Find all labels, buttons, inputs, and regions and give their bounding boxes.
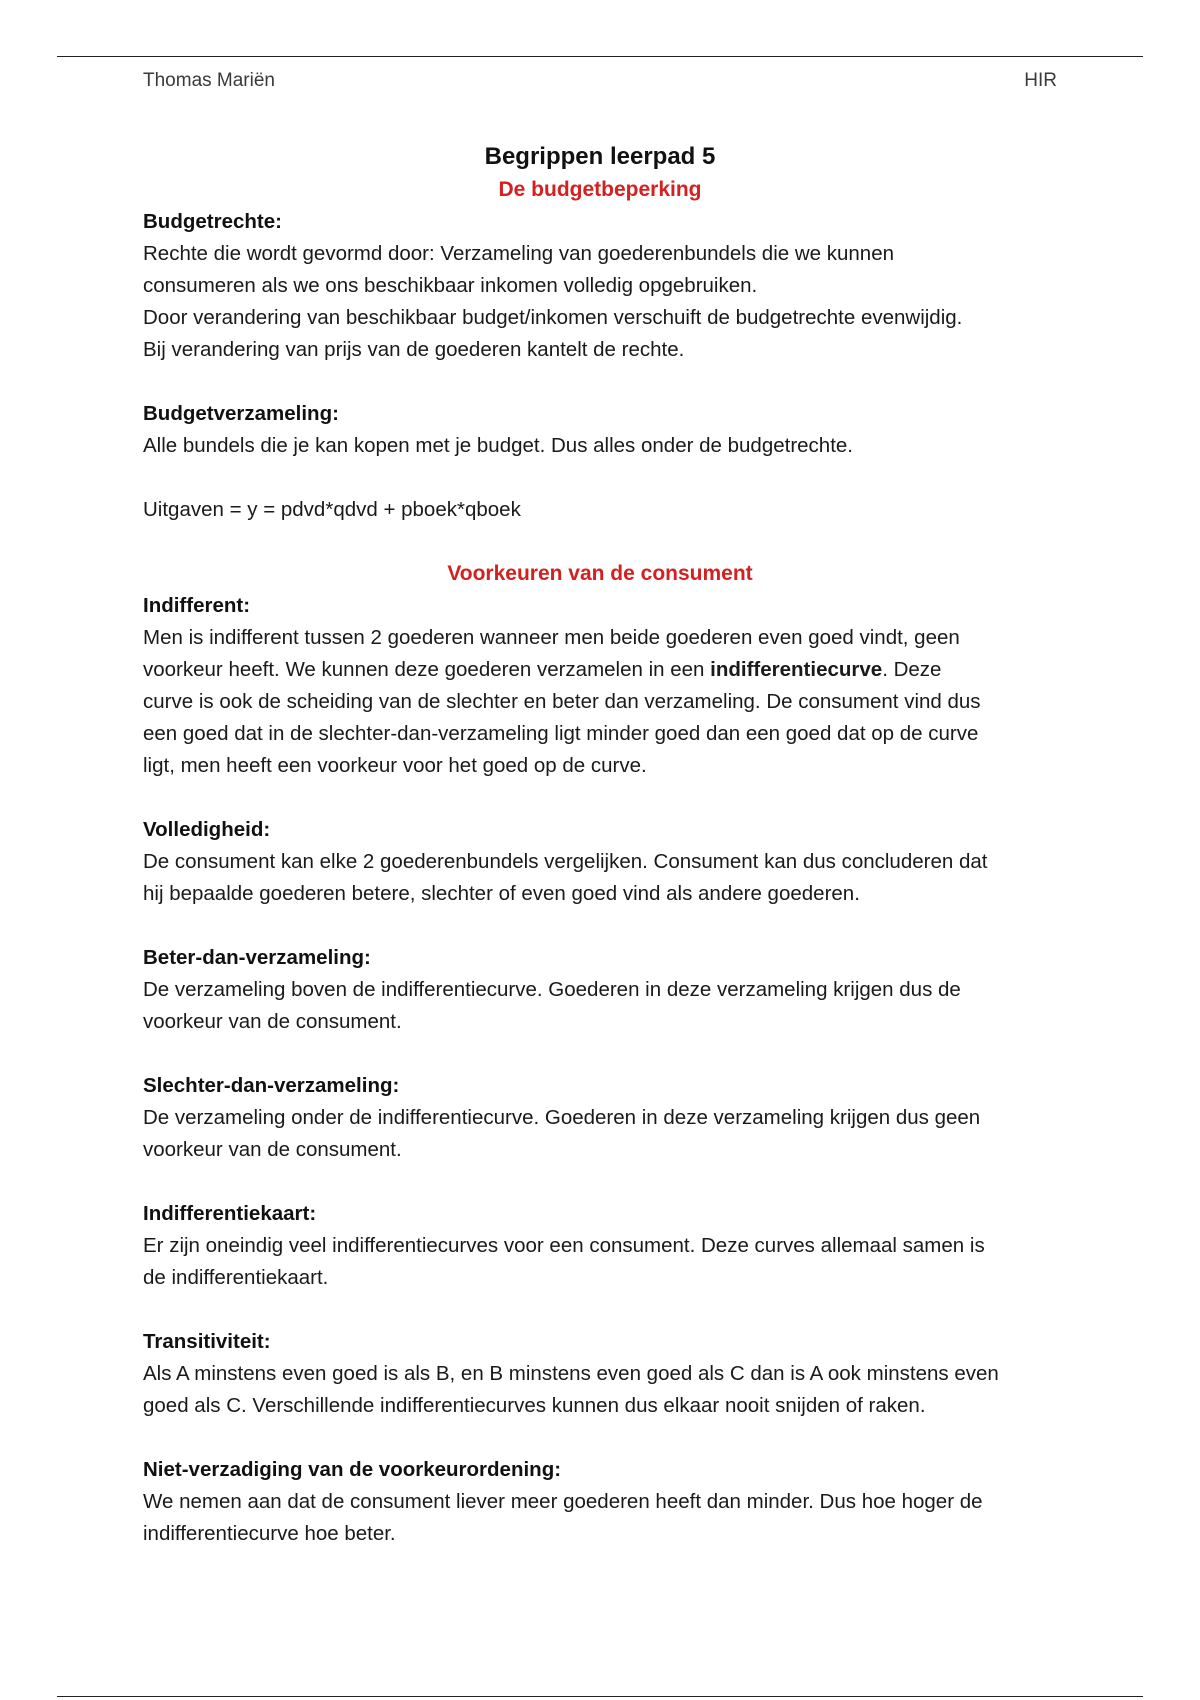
section-heading-voorkeuren: Voorkeuren van de consument bbox=[447, 562, 753, 585]
term-definition bbox=[143, 1230, 1057, 1294]
term-title: Indifferentiekaart: bbox=[143, 1202, 317, 1225]
term-definition bbox=[143, 1102, 1057, 1166]
emphasized-term: indifferentiecurve bbox=[710, 658, 883, 681]
term-definition bbox=[143, 846, 1057, 910]
definition-line: Alle bundels die je kan kopen met je budget. Dus alles onder de budgetrechte. bbox=[143, 434, 854, 457]
term-indifferentiekaart bbox=[143, 1198, 1057, 1294]
top-rule bbox=[57, 56, 1143, 57]
definition-line: Door verandering van beschikbaar budget/inkomen verschuift de budgetrechte evenwijdig. bbox=[143, 306, 963, 329]
term-indifferent bbox=[143, 590, 1057, 782]
term-definition bbox=[143, 974, 1057, 1038]
definition-line: een goed dat in de slechter-dan-verzameling ligt minder goed dan een goed dat op de curve bbox=[143, 722, 979, 745]
course-code: HIR bbox=[1024, 70, 1057, 91]
definition-line: De verzameling boven de indifferentiecurve. Goederen in deze verzameling krijgen dus de bbox=[143, 978, 961, 1001]
term-definition bbox=[143, 622, 1057, 782]
bottom-rule bbox=[57, 1696, 1143, 1697]
definition-line: Bij verandering van prijs van de goederen kantelt de rechte. bbox=[143, 338, 685, 361]
term-title: Slechter-dan-verzameling: bbox=[143, 1074, 400, 1097]
expenditure-formula: Uitgaven = y = pdvd*qdvd + pboek*qboek bbox=[143, 498, 521, 521]
term-title: Niet-verzadiging van de voorkeurordening: bbox=[143, 1458, 562, 1481]
term-budgetverzameling bbox=[143, 398, 1057, 462]
definition-line: voorkeur van de consument. bbox=[143, 1010, 402, 1033]
term-niet-verzadiging bbox=[143, 1454, 1057, 1550]
definition-line bbox=[143, 654, 1057, 686]
author-name: Thomas Mariën bbox=[143, 70, 275, 91]
definition-line: voorkeur van de consument. bbox=[143, 1138, 402, 1161]
definition-line: consumeren als we ons beschikbaar inkomen volledig opgebruiken. bbox=[143, 274, 758, 297]
term-slechter-dan-verzameling bbox=[143, 1070, 1057, 1166]
term-title: Indifferent: bbox=[143, 594, 251, 617]
definition-line: de indifferentiekaart. bbox=[143, 1266, 329, 1289]
term-title: Beter-dan-verzameling: bbox=[143, 946, 371, 969]
definition-text: voorkeur heeft. We kunnen deze goederen verzamelen in een bbox=[143, 658, 711, 681]
definition-line: goed als C. Verschillende indifferentiecurves kunnen dus elkaar nooit snijden of raken. bbox=[143, 1394, 926, 1417]
definition-line: Men is indifferent tussen 2 goederen wanneer men beide goederen even goed vindt, geen bbox=[143, 626, 960, 649]
definition-line: De verzameling onder de indifferentiecurve. Goederen in deze verzameling krijgen dus geen bbox=[143, 1106, 981, 1129]
term-title: Budgetrechte: bbox=[143, 210, 282, 233]
term-definition bbox=[143, 1486, 1057, 1550]
term-title: Transitiviteit: bbox=[143, 1330, 271, 1353]
definition-line: De consument kan elke 2 goederenbundels vergelijken. Consument kan dus concluderen dat bbox=[143, 850, 988, 873]
term-definition bbox=[143, 1358, 1057, 1422]
section-heading-budgetbeperking: De budgetbeperking bbox=[498, 178, 702, 201]
term-volledigheid bbox=[143, 814, 1057, 910]
definition-line: indifferentiecurve hoe beter. bbox=[143, 1522, 396, 1545]
definition-line: Rechte die wordt gevormd door: Verzameling van goederenbundels die we kunnen bbox=[143, 242, 895, 265]
term-beter-dan-verzameling bbox=[143, 942, 1057, 1038]
definition-line: ligt, men heeft een voorkeur voor het goed op de curve. bbox=[143, 754, 647, 777]
definition-line: We nemen aan dat de consument liever meer goederen heeft dan minder. Dus hoe hoger de bbox=[143, 1490, 983, 1513]
document-title: Begrippen leerpad 5 bbox=[484, 143, 716, 170]
term-definition bbox=[143, 430, 1057, 462]
definition-text: . Deze bbox=[882, 658, 942, 681]
term-transitiviteit bbox=[143, 1326, 1057, 1422]
term-title: Budgetverzameling: bbox=[143, 402, 339, 425]
term-definition bbox=[143, 238, 1057, 366]
definition-line: Er zijn oneindig veel indifferentiecurves voor een consument. Deze curves allemaal samen is bbox=[143, 1234, 985, 1257]
definition-line: curve is ook de scheiding van de slechter en beter dan verzameling. De consument vind dus bbox=[143, 690, 981, 713]
definition-line: Als A minstens even goed is als B, en B minstens even goed als C dan is A ook minstens even bbox=[143, 1362, 999, 1385]
definition-line: hij bepaalde goederen betere, slechter of even goed vind als andere goederen. bbox=[143, 882, 860, 905]
document-body bbox=[143, 140, 1057, 1550]
term-title: Volledigheid: bbox=[143, 818, 271, 841]
page-header bbox=[143, 70, 1057, 98]
term-budgetrechte bbox=[143, 206, 1057, 366]
